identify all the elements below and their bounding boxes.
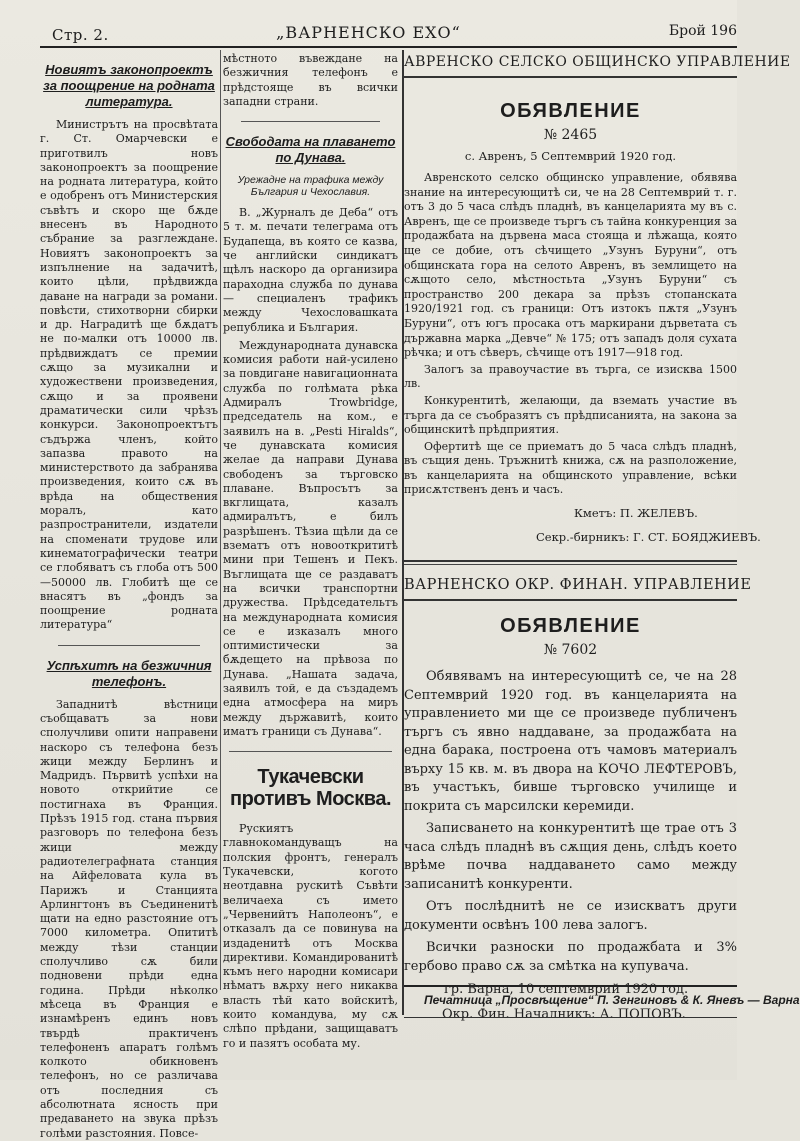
announcement-body: Конкурентитѣ, желающи, да вземать участие въ търга да се съобразятъ съ прѣдписанията, на закона за общинскитѣ прѣдприятия.: [404, 393, 737, 437]
announcement-body: Авренското селско общинско управление, обявява знание на интересующитѣ си, че на 28 Септемврий т. г. отъ 3 до 5 часа слѣдъ пладнѣ, въ канцеларията му въ с. Авренъ, ще се произведе търгъ съ тайна конкуренция за продажбата на дървена маса стояща и лѣжаща, която ще се добие, отъ сѣчището „Узунъ Буруни“, отъ общинската гора на селото Авренъ, въ землището на сѫщото село, мѣстностьта „Узунъ Буруни“ съ пространство 200 декара за прѣзъ стопанската 1920/1921 год. съ граници: Отъ изтокъ пѫтя „Узунъ Буруни“, отъ югъ просака отъ маркирани дърветата съ държавна марка „Девче“ № 175; отъ западъ доля сухата рѣчка; и отъ сѣверъ, сѣчище отъ 1917—918 год.: [404, 171, 737, 360]
announcement-date: гр. Варна, 10 септемврий 1920 год.: [444, 982, 689, 998]
announcement-rule: [404, 76, 737, 78]
announcement-rule: [404, 599, 737, 601]
announcement-rule: [404, 560, 737, 562]
column-left: [40, 52, 218, 1140]
announcement-body: Всички разноски по продажбата и 3% гербово право сѫ за смѣтка на купувача.: [404, 940, 737, 974]
announcement-body: Отъ послѣднитѣ не се изискватъ други документи освѣнъ 100 лева залогъ.: [404, 899, 737, 933]
column-middle: [223, 52, 398, 1050]
article-continuation: мѣстното въвеждане на безжичния телефонъ е прѣдстояще въ всички западни страни.: [223, 52, 398, 108]
header-rule: [40, 46, 737, 48]
signature-finance-head: Окр. Фин. Началникъ: А. ПОПОВЪ.: [442, 1007, 686, 1023]
announcement-issuer: ВАРНЕНСКО ОКР. ФИНАН. УПРАВЛЕНИЕ: [404, 577, 752, 594]
announcement-number: № 2465: [543, 127, 598, 143]
article-title: Тукачевски противъ Москва.: [230, 766, 391, 811]
article-title: Свободата на плаването по Дунава.: [225, 134, 396, 166]
announcement-body: Обявявамъ на интересующитѣ се, че на 28 Септемврий 1920 год. въ канцеларията на управлението ми ще се произведе публиченъ търгъ съ явно наддаване, за продажбата на една барака, построена отъ чамовъ материалъ върху 15 кв. м. въ двора на КОЧО ЛЕФТЕРОВЪ, въ участъкъ, бивше търговско училище и покрита съ марсилски керемиди.: [404, 669, 737, 814]
bottom-rule: [404, 1017, 737, 1018]
article-body: Западнитѣ вѣстници съобщаватъ за нови сполучливи опити направени наскоро съ телефона безъ жици между Берлинъ и Мадридъ. Първитѣ успѣхи на новото открийтие се постигнаха въ Франция. Прѣзъ 1915 год. стана първия разговоръ по телефона безъ жици между радиотелеграфната станция на Айфеловата кула въ Парижъ и Станцията Арлингтонъ въ Съединенитѣ щати на едно разстояние отъ 7000 километра. Опититѣ между тѣзи станции сполучливо сѫ били подновени прѣди една година. Прѣди нѣколко мѣсеца въ Франция е изнамѣренъ единъ новъ твърдѣ практиченъ телефоненъ апаратъ голѣмъ колкото обикновенъ телефонъ, но се различава отъ последния съ абсолютната ясность при предаването на звука прѣзъ голѣми разстояния. Повсе-: [40, 697, 218, 1140]
printer-imprint: Печатница „Просвѣщение“ П. Зенгиновъ & К. Яневъ — Варна: [404, 985, 737, 1007]
announcement-body: Записването на конкурентитѣ ще трае отъ 3 часа слѣдъ пладнѣ въ сѫщия день, слѣдъ което врѣме почва наддаването само между записанитѣ конкуренти.: [404, 821, 737, 892]
page-number: Стр. 2.: [52, 26, 109, 44]
signature-secretary: Секр.-бирникъ: Г. СТ. БОЯДЖИЕВЪ.: [536, 530, 761, 545]
article-divider: [229, 751, 392, 752]
article-title: Новиятъ законопроектъ за поощрение на родната литература.: [43, 62, 215, 109]
announcement-dateline: с. Авренъ, 5 Септемврий 1920 год.: [464, 149, 677, 163]
issue-number: Брой 196: [668, 23, 737, 39]
announcement-number: № 7602: [543, 642, 598, 659]
announcement-body: Офертитѣ ще се приематъ до 5 часа слѣдъ пладнѣ, въ същия день. Тръжнитѣ книжа, сѫ на разположение, въ канцеларията на общинското управление, всѣки присѫтственъ денъ и часъ.: [404, 439, 737, 497]
announcement-heading: ОБЯВЛЕНИЕ: [500, 100, 641, 122]
newspaper-title: „ВАРНЕНСКО ЕХО“: [276, 23, 461, 42]
article-divider: [58, 645, 200, 646]
article-body: Рускиятъ главнокомандуващъ на полския фронтъ, генералъ Тукачевски, когото неотдавна рускитѣ Съвѣти величаеха съ името „Червенийтъ Наполеонъ“, е отказалъ да се повинува на издаденитѣ отъ Москва директиви. Командированитѣ къмъ него народни комисари нѣматъ вѫрху него никаква власть тѣй като войскитѣ, които командува, му сѫ слѣпо прѣдани, защищаватъ го и пазятъ особата му.: [223, 822, 398, 1050]
article-body: Министрътъ на просвѣтата г. Ст. Омарчевски е приготвилъ новъ законопроектъ за поощрение на родната литература, който е одобренъ отъ Министерския съвѣтъ и скоро ще бѫде внесенъ въ Народното събрание за разглеждане. Новиятъ законопроектъ за изпълнение на задачитѣ, които цѣли, прѣдвижда даване на награди за романи. повѣсти, стихотворни сбирки и др. Наградитѣ ще бѫдатъ не по-малки отъ 10000 лв. прѣдвиждатъ се премии сѫщо за музикални и художествени произведения, сѫщо и за проявени драматически сили чрѣзъ конкурси. Законопроектътъ съдържа членъ, който запазва правото на министерството да забранява произведения, които сѫ въ врѣда на обществения моралъ, като разпространители, издатели на споменати трудове или кинематографически театри се глобяватъ съ глоба отъ 500—50000 лв. Глобитѣ ще се внасятъ въ „фондъ за поощрение родната литература“: [40, 118, 218, 632]
article-title: Успѣхитѣ на безжичния телефонъ.: [46, 657, 212, 689]
announcement-heading: ОБЯВЛЕНИЕ: [500, 615, 641, 638]
article-divider: [241, 121, 380, 122]
announcement-body: Залогъ за правоучастие въ търга, се изисква 1500 лв.: [404, 362, 737, 391]
article-subtitle: Урежадне на трафика между България и Чехославия.: [237, 174, 384, 199]
announcement-issuer: АВРЕНСКО СЕЛСКО ОБЩИНСКО УПРАВЛЕНИЕ: [404, 54, 791, 70]
announcement-rule: [404, 564, 737, 565]
article-body: В. „Журналъ де Деба“ отъ 5 т. м. печати телеграма отъ Будапеща, въ която се казва, че английски синдикатъ щѣлъ наскоро да организира параходна служба по дунава — специаленъ трафикъ между Чехословашката република и България.: [223, 206, 398, 334]
article-body: Международната дунавска комисия работи най-усилено за повдигане навигационната служба по голѣмата рѣка Адмиралъ Trowbridge, председатель на ком., е заявилъ на в. „Pesti Hiralds“, че дунавската комисия желае да направи Дунава свободенъ за търговско плаване. Въпросътъ за вкглищата, казалъ адмиралътъ, е билъ разрѣшенъ. Тѣзиа щѣли да се взематъ отъ новооткрититѣ мини при Тешенъ и Пекъ. Въглищата ще се раздаватъ на всички транспортни дружества. Прѣдседательтъ на международната комисия се е изказалъ много оптимистически за бѫдещето на прѣвоза по Дунава. „Нашата задача, заявилъ той, е да създадемъ една атмосфера на миръ между държавитѣ, които иматъ граници съ Дунава“.: [223, 338, 398, 738]
signature-mayor: Кметъ: П. ЖЕЛЕВЪ.: [574, 506, 698, 521]
column-right-announcements: [404, 52, 791, 1023]
column-divider: [220, 50, 221, 990]
